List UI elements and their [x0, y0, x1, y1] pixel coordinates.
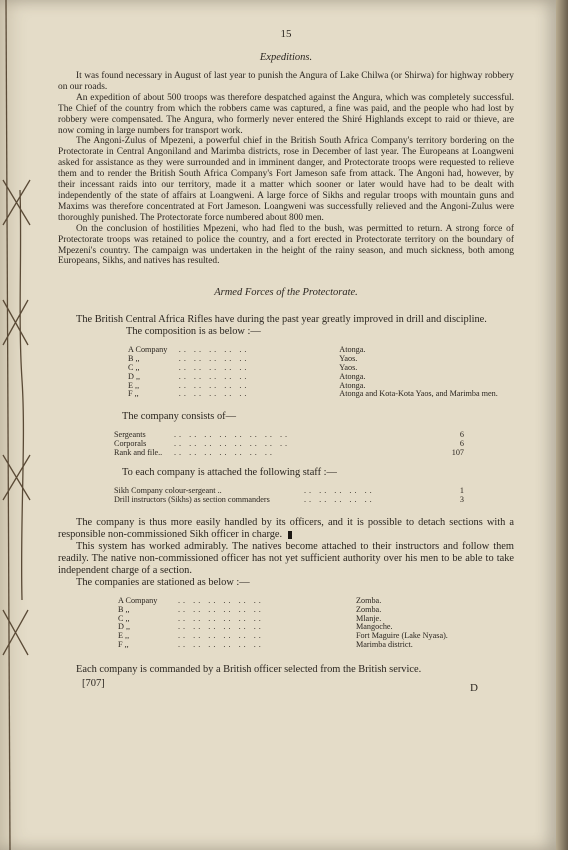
table-row: E ,, .. .. .. .. .. Atonga.	[128, 380, 366, 390]
table-row: Sikh Company colour-sergeant .. .. .. .. .. .. 1	[114, 486, 464, 496]
table-row: C ,, .. .. .. .. .. Yaos.	[128, 362, 358, 372]
composition-table	[128, 346, 514, 399]
table-row: F ,, .. .. .. .. .. Atonga and Kota-Kota Yaos, and Marimba men.	[128, 389, 498, 399]
expeditions-paragraph: An expedition of about 500 troops was therefore despatched against the Angura, which was completely successful. The Chief of the country from which the robbers came was captured, a fine was paid, and the people who had lost by robbery were compensated. The Angura, who formerly never entered the Shiré Highlands except to raid or thieve, are now coming in large numbers for transport work.	[58, 92, 514, 136]
closing-paragraph: Each company is commanded by a British officer selected from the British service.	[76, 663, 422, 675]
table-row: E ,, .. .. .. .. .. .. Fort Maguire (Lake Nyasa).	[118, 631, 448, 641]
table-row: Drill instructors (Sikhs) as section commanders .. .. .. .. .. 3	[114, 495, 464, 505]
consists-table	[114, 431, 464, 457]
armed-forces-heading: Armed Forces of the Protectorate.	[214, 287, 358, 299]
stations-lead: The companies are stationed as below :—	[76, 577, 250, 589]
page-number: 15	[280, 28, 292, 40]
staff-lead: To each company is attached the following staff :—	[122, 467, 337, 479]
expeditions-paragraph: On the conclusion of hostilities Mpezeni, who had fled to the bush, was permitted to return. A strong force of Protectorate troops was retained to police the country, and a fort erected in Protectorate territory on the boundary of Mpezeni's country. The campaign was undertaken in the height of the rainy season, and much sickness, both among Europeans, Sikhs, and natives has resulted.	[58, 223, 514, 267]
expeditions-heading: Expeditions.	[259, 52, 313, 63]
page-content	[58, 28, 514, 696]
stations-table	[118, 597, 486, 650]
table-row: D ,, .. .. .. .. .. .. Mangoche.	[118, 622, 393, 632]
armed-forces-intro: The British Central Africa Rifles have during the past year greatly improved in drill and discipline.	[76, 314, 487, 326]
table-row: D ,, .. .. .. .. .. Atonga.	[128, 371, 366, 381]
staff-table	[114, 487, 464, 505]
table-row: C ,, .. .. .. .. .. .. Mlanje.	[118, 613, 382, 623]
table-row: A Company .. .. .. .. .. Atonga.	[128, 345, 366, 355]
system-paragraph: This system has worked admirably. The natives become attached to their instructors and follow them readily. The native non-commissioned officer has not yet sufficient authority over his men to be able to take independent charge of a section.	[58, 541, 514, 577]
composition-lead: The composition is as below :—	[126, 326, 261, 338]
table-row: A Company .. .. .. .. .. .. Zomba.	[118, 596, 382, 606]
table-row: Corporals .. .. .. .. .. .. .. .. 6	[114, 438, 464, 448]
expeditions-paragraph: The Angoni-Zulus of Mpezeni, a powerful chief in the British South Africa Company's territory bordering on the Protectorate in Central Angoniland and Marimba districts, rose in December of last year. The Europeans at Loangweni asked for assistance as they were surrounded and in imminent danger, and Protectorate troops were requested to relieve them and to render the British South Africa Company's Fort Jameson safe from attack. The Angoni had, however, by their incessant raids into our territory, made it a matter which sooner or later would have had to be dealt with independently of the state of affairs at Loangweni. A large force of Sikhs and regular troops with mountain guns and Maxims was therefore concentrated at Fort Jameson. Loangweni was successfully relieved and the Angoni-Zulus were thoroughly punished. The Protectorate force numbered about 800 men.	[58, 136, 514, 223]
consists-lead: The company consists of—	[122, 411, 236, 423]
table-row: B ,, .. .. .. .. .. .. Zomba.	[118, 604, 382, 614]
handled-paragraph: The company is thus more easily handled by its officers, and it is possible to detach sections with a responsible non-commissioned Sikh officer in charge.	[58, 517, 514, 541]
page-footer	[58, 678, 514, 696]
document-reference: [707]	[82, 677, 105, 689]
binding-stitches	[0, 0, 40, 850]
signature-mark: D	[470, 681, 478, 694]
table-row: Rank and file.. .. .. .. .. .. .. .. 107	[114, 447, 464, 457]
table-row: B ,, .. .. .. .. .. Yaos.	[128, 354, 358, 364]
table-row: Sergeants .. .. .. .. .. .. .. .. 6	[114, 430, 464, 440]
table-row: F ,, .. .. .. .. .. .. Marimba district.	[118, 640, 413, 650]
page-edge	[556, 0, 568, 850]
expeditions-paragraph: It was found necessary in August of last year to punish the Angura of Lake Chilwa (or Shirwa) for highway robbery on our roads.	[58, 71, 514, 92]
ink-mark	[288, 531, 292, 539]
